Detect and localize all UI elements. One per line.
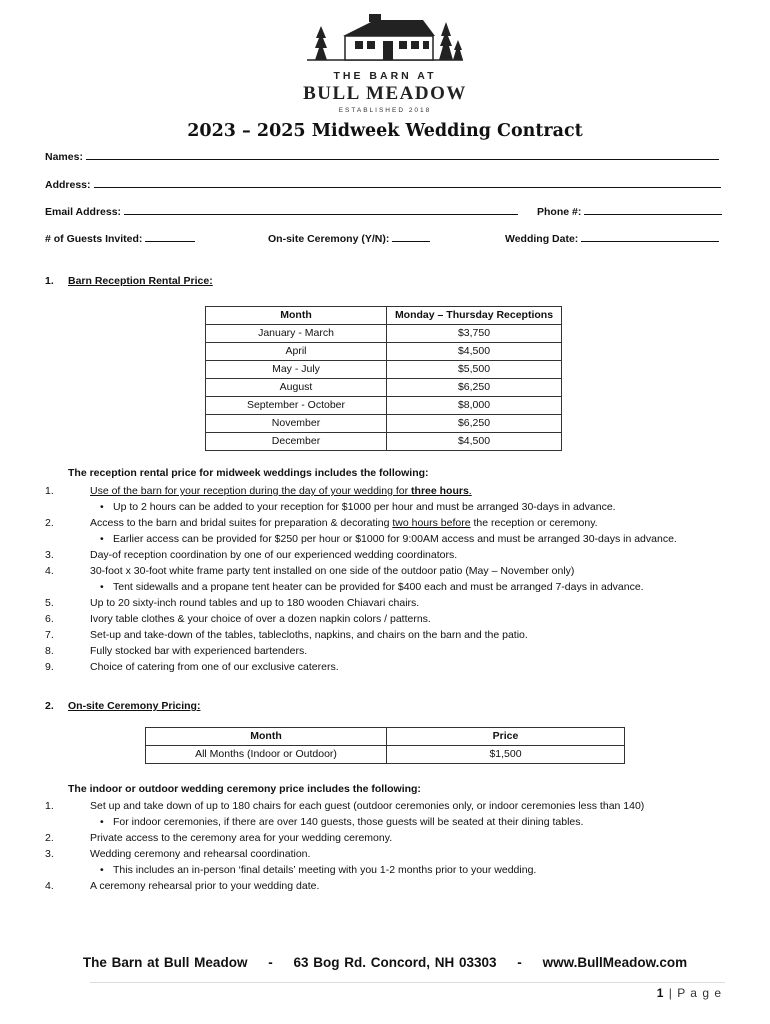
list-item-text: A ceremony rehearsal prior to your wedding date. [90, 880, 320, 892]
names-label: Names: [45, 151, 83, 163]
item-text-underlined: two hours before [392, 517, 471, 529]
ceremony-field [268, 231, 430, 245]
list-item-text: Ivory table clothes & your choice of over a dozen napkin colors / patterns. [90, 613, 431, 625]
section-1-intro: The reception rental price for midweek weddings includes the following: [68, 467, 429, 479]
list-item-text: Wedding ceremony and rehearsal coordination. [90, 848, 311, 860]
email-label: Email Address: [45, 206, 122, 218]
ceremony-price-table [145, 727, 625, 764]
footer-address: 63 Bog Rd. Concord, NH 03303 [293, 955, 497, 970]
price-cell: $8,000 [387, 397, 562, 415]
column-header: Month [146, 728, 387, 746]
sub-item-text: Up to 2 hours can be added to your reception for $1000 per hour and must be arranged 30-days in advance. [113, 501, 616, 513]
price-cell: $5,500 [387, 361, 562, 379]
table-row [206, 379, 562, 397]
month-cell: September - October [206, 397, 387, 415]
list-number: 3. [45, 549, 54, 561]
guests-input[interactable] [145, 231, 195, 242]
list-number: 9. [45, 661, 54, 673]
column-header: Price [387, 728, 625, 746]
sub-item-text: Earlier access can be provided for $250 per hour or $1000 for 9:00AM access and must be arranged 30-days in advance. [113, 533, 677, 545]
price-cell: $3,750 [387, 325, 562, 343]
page-number [657, 986, 722, 1000]
bullet-icon: • [100, 816, 104, 828]
list-item-text [90, 483, 472, 499]
table-row [146, 746, 625, 764]
list-item-text: Day-of reception coordination by one of our experienced wedding coordinators. [90, 549, 458, 561]
list-number: 1. [45, 800, 54, 812]
price-cell: $6,250 [387, 415, 562, 433]
ceremony-input[interactable] [392, 231, 430, 242]
phone-input[interactable] [584, 204, 722, 215]
email-input[interactable] [124, 204, 518, 215]
list-number: 2. [45, 517, 54, 529]
price-cell: $4,500 [387, 343, 562, 361]
reception-price-table [205, 306, 562, 451]
month-cell: All Months (Indoor or Outdoor) [146, 746, 387, 764]
list-number: 3. [45, 848, 54, 860]
logo-line-2: BULL MEADOW [303, 83, 467, 104]
sub-item-text: Tent sidewalls and a propane tent heater can be provided for $400 each and must be arranged 7-days in advance. [113, 581, 644, 593]
column-header: Monday – Thursday Receptions [387, 307, 562, 325]
logo-line-1: THE BARN AT [333, 70, 437, 82]
page-title: 2023 – 2025 Midweek Wedding Contract [187, 121, 583, 141]
list-number: 5. [45, 597, 54, 609]
table-header-row [206, 307, 562, 325]
bullet-icon: • [100, 864, 104, 876]
column-header: Month [206, 307, 387, 325]
date-field [505, 231, 719, 245]
table-row [206, 361, 562, 379]
page-separator: | [668, 986, 673, 1000]
ceremony-label: On-site Ceremony (Y/N): [268, 233, 390, 245]
item-text-bold: three hours [411, 485, 469, 497]
list-item-text: Set up and take down of up to 180 chairs for each guest (outdoor ceremonies only, or indoor ceremonies less than 140) [90, 800, 645, 812]
list-item-text [90, 515, 598, 531]
month-cell: December [206, 433, 387, 451]
footer-divider [90, 982, 725, 983]
section-2-number: 2. [45, 700, 54, 712]
address-input[interactable] [94, 177, 721, 188]
page-number-value: 1 [656, 986, 665, 1000]
list-item-content [90, 517, 598, 529]
page-label: P a g e [677, 986, 722, 1000]
footer-website-link[interactable]: www.BullMeadow.com [542, 955, 688, 970]
section-2-title: On-site Ceremony Pricing: [68, 700, 201, 712]
list-item-text: Set-up and take-down of the tables, tablecloths, napkins, and chairs on the barn and the patio. [90, 629, 528, 641]
section-1-number: 1. [45, 275, 54, 287]
item-text-start: Use of the barn for your reception during the day of your wedding for [90, 485, 412, 497]
month-cell: November [206, 415, 387, 433]
date-label: Wedding Date: [505, 233, 579, 245]
sub-item-text: This includes an in-person ‘final details’ meeting with you 1-2 months prior to your wedding. [113, 864, 537, 876]
address-label: Address: [45, 179, 91, 191]
item-text-start: Access to the barn and bridal suites for preparation & decorating [90, 517, 393, 529]
list-number: 1. [45, 485, 54, 497]
address-field [45, 177, 721, 191]
section-1-title: Barn Reception Rental Price: [68, 275, 213, 287]
date-input[interactable] [581, 231, 719, 242]
logo-line-3: ESTABLISHED 2018 [338, 107, 432, 114]
list-item-text: Up to 20 sixty-inch round tables and up to 180 wooden Chiavari chairs. [90, 597, 420, 609]
list-number: 4. [45, 565, 54, 577]
guests-label: # of Guests Invited: [45, 233, 143, 245]
bullet-icon: • [100, 581, 104, 593]
footer [0, 955, 770, 970]
month-cell: May - July [206, 361, 387, 379]
table-row [206, 397, 562, 415]
table-row [206, 325, 562, 343]
list-number: 8. [45, 645, 54, 657]
month-cell: August [206, 379, 387, 397]
phone-label: Phone #: [537, 206, 582, 218]
list-number: 7. [45, 629, 54, 641]
table-row [206, 415, 562, 433]
item-text-end: the reception or ceremony. [470, 517, 598, 529]
bullet-icon: • [100, 501, 104, 513]
names-field [45, 149, 719, 163]
sub-item-text: For indoor ceremonies, if there are over 140 guests, those guests will be seated at their dining tables. [113, 816, 584, 828]
price-cell: $1,500 [387, 746, 625, 764]
list-item-content [90, 485, 472, 497]
list-number: 6. [45, 613, 54, 625]
list-number: 2. [45, 832, 54, 844]
section-2-intro: The indoor or outdoor wedding ceremony price includes the following: [68, 783, 421, 795]
names-input[interactable] [86, 149, 719, 160]
bullet-icon: • [100, 533, 104, 545]
phone-field [537, 204, 722, 218]
month-cell: April [206, 343, 387, 361]
guests-field [45, 231, 195, 245]
item-text-end: . [468, 485, 472, 497]
footer-separator: - [268, 955, 273, 970]
list-item-text: Private access to the ceremony area for your wedding ceremony. [90, 832, 393, 844]
list-item-text: 30-foot x 30-foot white frame party tent installed on one side of the outdoor patio (May – November only) [90, 565, 575, 577]
logo [295, 8, 475, 116]
price-cell: $6,250 [387, 379, 562, 397]
section-2-heading [45, 700, 345, 714]
table-header-row [146, 728, 625, 746]
section-1-heading [45, 275, 345, 289]
list-item-text: Choice of catering from one of our exclusive caterers. [90, 661, 339, 673]
month-cell: January - March [206, 325, 387, 343]
table-row [206, 343, 562, 361]
footer-name: The Barn at Bull Meadow [82, 955, 248, 970]
table-row [206, 433, 562, 451]
list-number: 4. [45, 880, 54, 892]
footer-separator: - [517, 955, 522, 970]
list-item-text: Fully stocked bar with experienced bartenders. [90, 645, 308, 657]
email-field [45, 204, 518, 218]
barn-illustration-icon [303, 8, 467, 66]
price-cell: $4,500 [387, 433, 562, 451]
